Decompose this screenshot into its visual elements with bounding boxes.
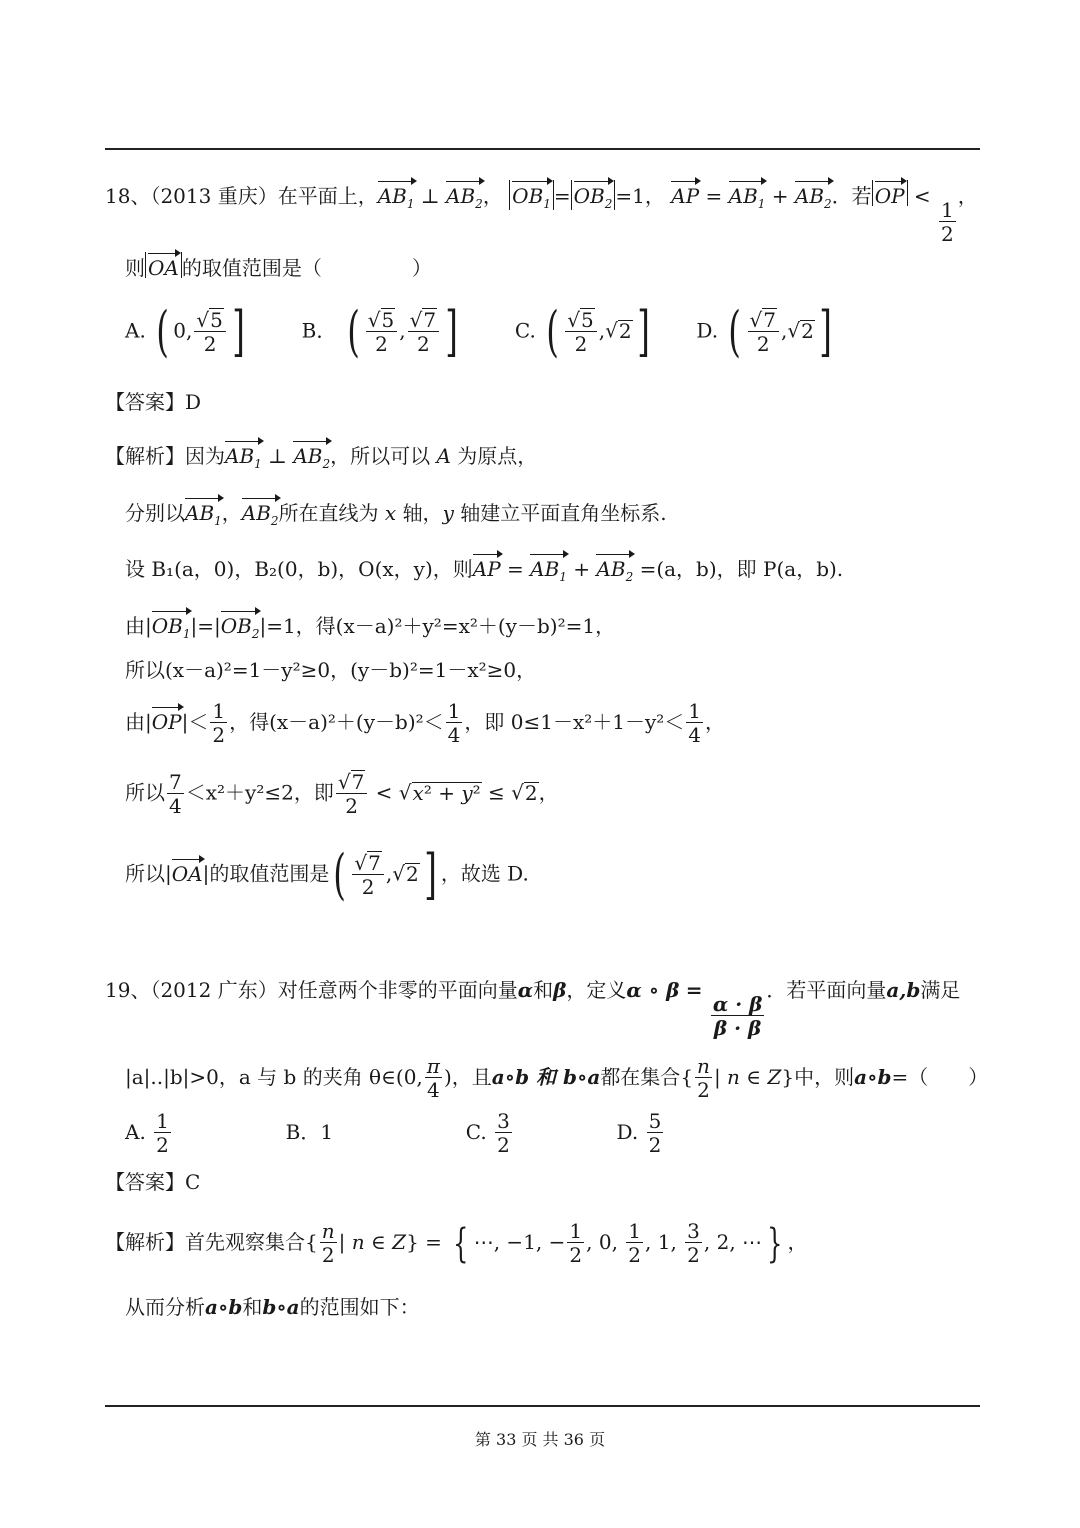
- top-rule: [105, 148, 980, 150]
- q18-stem-line2: 则 OA 的取值范围是（ ）: [125, 252, 432, 278]
- bottom-rule: [105, 1405, 980, 1407]
- q19-stem-line2: |a|..|b|>0，a 与 b 的夹角 θ∈(0, $\frac{\pi}{4}$ )，且a∘b 和 b∘a都在集合{ $\frac{n}{2}$ | n ∈ Z}中，则a∘b=（ ）: [125, 1054, 989, 1102]
- vector-ab1: $AB_1$: [378, 180, 415, 210]
- vector-ab2: $AB_2$: [446, 180, 483, 210]
- option-b[interactable]: B．1: [285, 1120, 334, 1144]
- q19-stem-line1: 19、（2012 广东）对任意两个非零的平面向量α和β，定义α ∘ β = $\frac{\alpha \cdot \beta}{\beta \cdot \beta}$ ．若平面向量a,b满足: [105, 978, 961, 1040]
- option-a[interactable]: A.: [125, 1120, 146, 1144]
- abs-ob2: $OB_2$: [571, 180, 616, 210]
- option-d[interactable]: D.: [616, 1120, 639, 1144]
- option-a[interactable]: A.: [125, 318, 146, 343]
- question-source: （2013 重庆）: [150, 184, 278, 208]
- q19-options: A. $\frac{1}{2}$ B．1 C. $\frac{3}{2}$ D. $\frac{5}{2}$: [125, 1109, 662, 1157]
- question-number: 18、: [105, 184, 151, 208]
- q18-stem-line1: 18、（2013 重庆）在平面上，$AB_1$ ⊥ $AB_2$， $OB_1 = OB_2 =1$， AP = $AB_1 + AB_2$．若 OP < $\frac{1}{2}$ ，: [105, 180, 978, 246]
- option-c[interactable]: C.: [465, 1120, 487, 1144]
- fraction-half: $\frac{1}{2}$: [941, 198, 954, 246]
- page-footer: 第 33 页 共 36 页: [474, 1430, 606, 1449]
- q18-analysis-1: 【解析】因为$AB_1$ ⊥ $AB_2$，所以可以 A 为原点，: [105, 440, 537, 470]
- q18-analysis-4: 由$|OB_1|=|OB_2|=1$，得(x－a)²＋y²=x²＋(y－b)²=1，: [125, 610, 615, 640]
- q18-analysis-2: 分别以$AB_1$，$AB_2$所在直线为 x 轴，y 轴建立平面直角坐标系.: [125, 497, 667, 527]
- q18-analysis-5: 所以(x－a)²=1－y²≥0，(y－b)²=1－x²≥0，: [125, 658, 537, 682]
- abs-op: OP: [872, 180, 908, 206]
- option-b[interactable]: B．: [301, 318, 337, 343]
- q18-options: A. ( 0, $\frac{√5}{2}$ ] B． ( $\frac{√5}{2}$ , $\frac{√7}{2}$ ] C. ( $\frac{√5}{2}$ ,√2] D. ( $\frac{√7}{2}$ ,√2]: [125, 300, 832, 363]
- q18-analysis-3: 设 B₁(a，0)，B₂(0，b)，O(x，y)，则AP = $AB_1 + AB_2 =(a$，b)，即 P(a，b).: [125, 553, 843, 583]
- q18-analysis-8: 所以|OA|的取值范围是( $\frac{√7}{2}$ ,√2] ，故选 D.: [125, 843, 529, 906]
- q18-answer: 【答案】D: [105, 390, 202, 414]
- q18-analysis-7: 所以 $\frac{7}{4}$ ＜x²＋y²≤2，即 $\frac{√7}{2}$ < √x² + y² ≤ √2，: [125, 769, 559, 818]
- q19-answer: 【答案】C: [105, 1170, 201, 1194]
- q19-analysis-1: 【解析】首先观察集合{ $\frac{n}{2}$ | n ∈ Z} = { ⋯, −1, − $\frac{1}{2}$ , 0, $\frac{1}{2}$ , 1, $\frac{3}{2}$ , 2, ⋯ } ，: [105, 1219, 808, 1267]
- option-c[interactable]: C.: [514, 318, 536, 343]
- abs-ob1: $OB_1$: [509, 180, 554, 210]
- option-d[interactable]: D.: [696, 318, 719, 343]
- q19-analysis-2: 从而分析a∘b和b∘a的范围如下：: [125, 1295, 420, 1319]
- q18-analysis-6: 由|OP|＜ $\frac{1}{2}$ ，得(x－a)²＋(y－b)²＜ $\frac{1}{4}$ ，即 0≤1－x²＋1－y²＜ $\frac{1}{4}$ ，: [125, 699, 726, 747]
